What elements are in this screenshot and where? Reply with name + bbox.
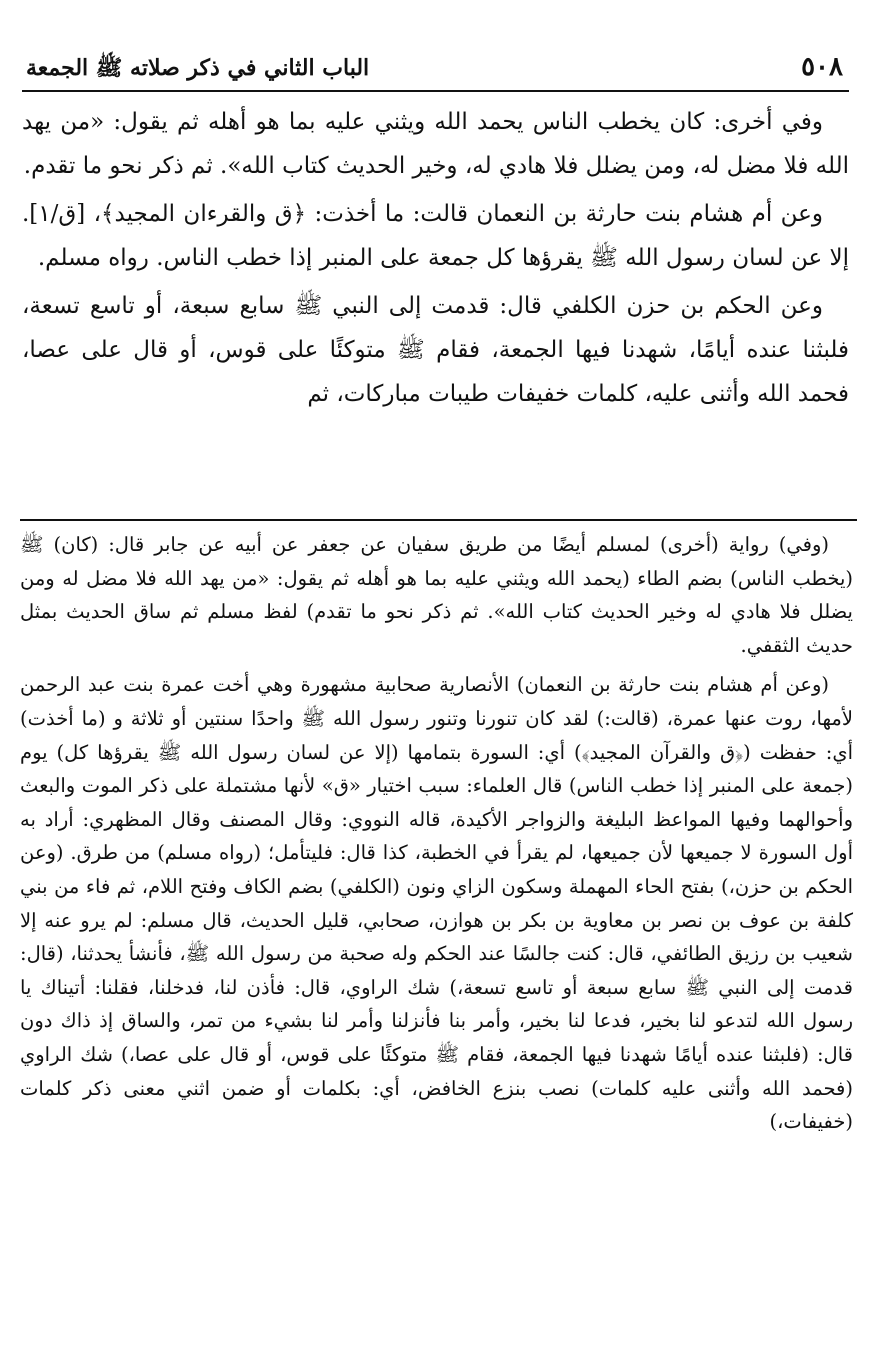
commentary-paragraph: (وفي) رواية (أخرى) لمسلم أيضًا من طريق سفيان عن جعفر عن أبيه عن جابر قال: (كان) ﷺ (يخطب الناس) بضم الطاء (يحمد الله ويثني عليه بما هو أهله ثم يقول: «من يهد الله فلا مضل له ومن يضلل فلا هادي له وخير الحديث كتاب الله». ثم ذكر نحو ما تقدم) لفظ مسلم ثم ساق الحديث بمثل حديث الثقفي.	[20, 533, 853, 657]
hadith-text	[22, 100, 849, 420]
commentary-paragraph: (وعن أم هشام بنت حارثة بن النعمان) الأنصارية صحابية مشهورة وهي أخت عمرة بنت عبد الرحمن لأمها، روت عنها عمرة، (قالت:) لقد كان تنورنا وتنور رسول الله ﷺ واحدًا سنتين أو ثلاثة و (ما أخذت) أي: حفظت (﴿ق والقرآن المجيد﴾) أي: السورة بتمامها (إلا عن لسان رسول الله ﷺ يقرؤها كل) يوم (جمعة على المنبر إذا خطب الناس) قال العلماء: سبب اختيار «ق» لأنها مشتملة على ذكر الموت والبعث وأحوالهما وفيها المواعظ البليغة والزواجر الأكيدة، قاله النووي: وقال المصنف وقال المظهري: أراد به أول السورة لا جميعها لأن جميعها، لم يقرأ في الخطبة، كذا قال: فليتأمل؛ (رواه مسلم) من طرق. (وعن الحكم بن حزن،) بفتح الحاء المهملة وسكون الزاي ونون (الكلفي) بضم الكاف وفتح اللام، ثم فاء من بني كلفة بن عوف بن نصر بن معاوية بن بكر بن هوازن، صحابي، قليل الحديث، قال مسلم: لم يرو عنه إلا شعيب بن رزيق الطائفي، قال: كنت جالسًا عند الحكم وله صحبة من رسول الله ﷺ، فأنشأ يحدثنا، (قال: قدمت إلى النبي ﷺ سابع سبعة أو تاسع تسعة،) شك الراوي، قال: فأذن لنا، فدخلنا، فقلنا: أتيناك يا رسول الله لتدعو لنا بخير، فدعا لنا بخير، وأمر بنا فأنزلنا وأمر لنا بشيء من تمر، والساق إذ ذاك دون قال: (فلبثنا عنده أيامًا شهدنا فيها الجمعة، فقام ﷺ متوكئًا على قوس، أو قال على عصا،) شك الراوي (فحمد الله وأثنى عليه كلمات) نصب بنزع الخافض، أي: بكلمات أو ضمن اثني معنى ذكر كلمات (خفيفات،)	[20, 673, 853, 1134]
running-title: الباب الثاني في ذكر صلاته ﷺ الجمعة	[26, 55, 370, 81]
page-header	[22, 44, 849, 92]
page-number: ٥٠٨	[801, 52, 843, 82]
hadith-paragraph: وفي أخرى: كان يخطب الناس يحمد الله ويثني عليه بما هو أهله ثم يقول: «من يهد الله فلا مضل له، ومن يضلل فلا هادي له، وخير الحديث كتاب الله». ثم ذكر نحو ما تقدم.	[22, 109, 849, 179]
hadith-paragraph: وعن الحكم بن حزن الكلفي قال: قدمت إلى النبي ﷺ سابع سبعة، أو تاسع تسعة، فلبثنا عنده أيامًا، شهدنا فيها الجمعة، فقام ﷺ متوكئًا على قوس، أو قال على عصا، فحمد الله وأثنى عليه، كلمات خفيفات طيبات مباركات، ثم	[22, 293, 849, 407]
commentary-text	[20, 528, 853, 1145]
hadith-paragraph: وعن أم هشام بنت حارثة بن النعمان قالت: ما أخذت: ﴿ق والقرءان المجيد﴾، [ق/١]. إلا عن لسان رسول الله ﷺ يقرؤها كل جمعة على المنبر إذا خطب الناس. رواه مسلم.	[22, 201, 849, 271]
section-divider	[20, 519, 857, 521]
